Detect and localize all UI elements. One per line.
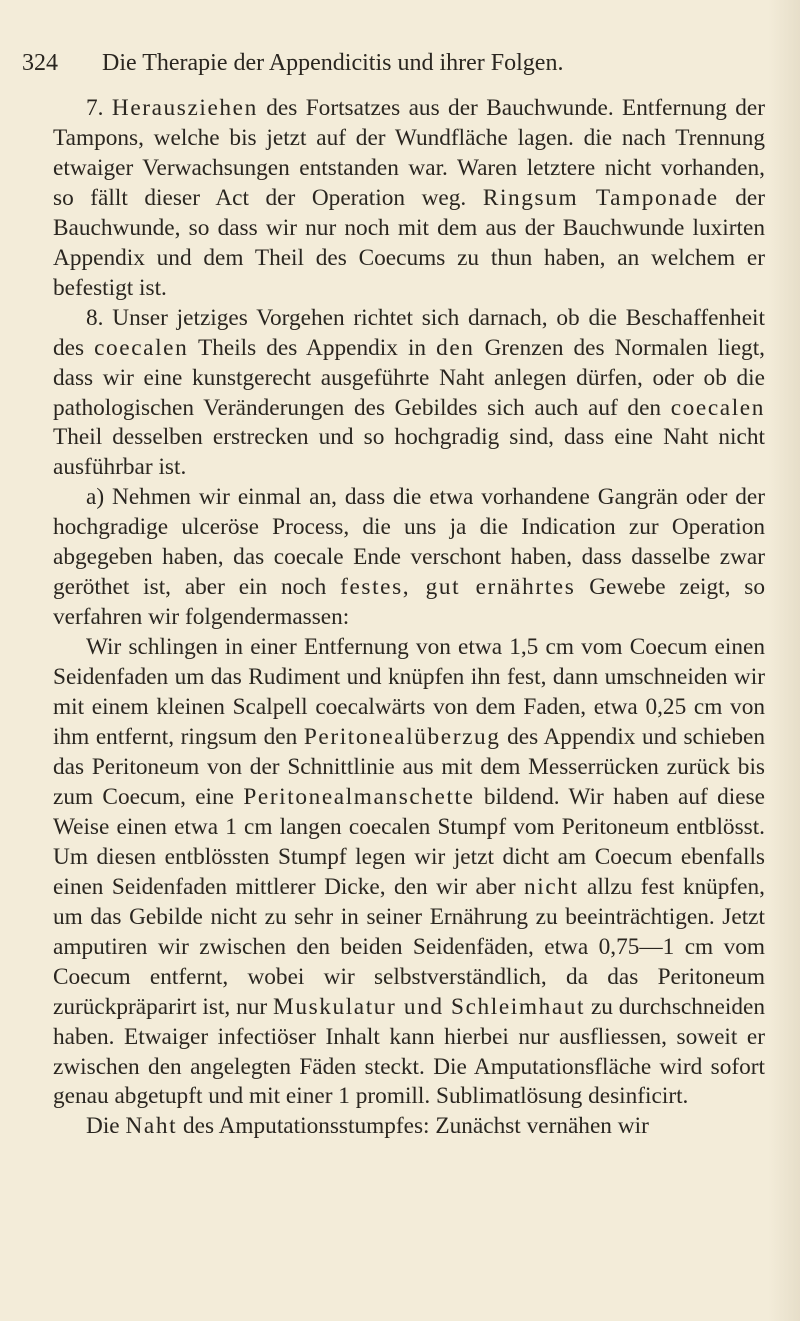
text-run: a) Nehmen wir einmal an, dass die etwa vorhandene Gangrän oder der hochgradige ulceröse Process, die uns ja die Indication zur Operation abgegeben haben, das coecale Ende verschont haben, dass dasselbe zwar geröthet ist, aber ein noch xyxy=(53,484,765,601)
text-run: 7. xyxy=(86,95,112,121)
paragraph-step-7 xyxy=(53,94,765,304)
paragraph-step-8 xyxy=(53,304,765,484)
text-run: 8. Unser jetziges Vorgehen richtet sich darnach, ob die Beschaffenheit des xyxy=(53,304,765,361)
spaced-emphasis: coecalen xyxy=(94,334,189,361)
paragraph-suture xyxy=(53,1112,765,1142)
text-run: Gewebe zeigt, so verfahren wir folgendermassen: xyxy=(53,574,765,631)
text-run: allzu fest knüpfen, um das Gebilde nicht zu sehr in seiner Ernährung zu beeinträchtigen. Jetzt amputiren wir zwischen den beiden Seidenfäden, etwa 0,75—1 cm vom Coecum entfernt, wobei wir selbstverständlich, da das Peritoneum zurückpräparirt ist, nur xyxy=(53,873,765,1020)
spaced-emphasis: Peritonealüberzug xyxy=(303,724,501,751)
text-run: Theils des Appendix in xyxy=(188,334,437,361)
spaced-emphasis: coecalen xyxy=(670,394,765,421)
text-run: zu durchschneiden haben. Etwaiger infectiöser Inhalt kann hierbei nur ausfliessen, soweit er zwischen den angelegten Fäden steckt. Die Amputationsfläche wird sofort genau abgetupft und mit einer 1 promill. Sublimatlösung desinficirt. xyxy=(53,993,765,1110)
text-run: der Bauchwunde, so dass wir nur noch mit dem aus der Bauchwunde luxirten Appendix und dem Theil des Coecums zu thun haben, an welchem er befestigt ist. xyxy=(53,184,765,301)
text-run: des Appendix und schieben das Peritoneum von der Schnittlinie aus mit dem Messerrücken zurück bis zum Coecum, eine xyxy=(53,724,765,810)
spaced-emphasis: nicht xyxy=(524,873,579,900)
text-run: des Amputationsstumpfes: Zunächst vernähen wir xyxy=(177,1113,649,1140)
spaced-emphasis: Peritonealmanschette xyxy=(243,783,475,810)
running-title: Die Therapie der Appendicitis und ihrer Folgen. xyxy=(102,50,564,76)
spaced-emphasis: den xyxy=(436,334,475,361)
text-run: Wir schlingen in einer Entfernung von etwa 1,5 cm vom Coecum einen Seidenfaden um das Rudiment und knüpfen ihn fest, dann umschneiden wir mit einem kleinen Scalpell coecalwärts von dem Faden, etwa 0,25 cm von ihm entfernt, ringsum den xyxy=(53,634,765,751)
page-number: 324 xyxy=(22,50,58,76)
text-run: Grenzen des Normalen liegt, dass wir eine kunstgerecht ausgeführte Naht anlegen dürfen, oder ob die pathologischen Veränderungen des Gebildes sich auch auf den xyxy=(53,334,766,421)
text-run: bildend. Wir haben auf diese Weise einen etwa 1 cm langen coecalen Stumpf vom Peritoneum entblösst. Um diesen entblössten Stumpf legen wir jetzt dicht am Coecum ebenfalls einen Seidenfaden mittlerer Dicke, den wir aber xyxy=(53,783,765,900)
spaced-emphasis: Herausziehen xyxy=(111,95,258,121)
spaced-emphasis: Ringsum Tamponade xyxy=(482,184,719,211)
paragraph-case-a xyxy=(53,483,765,633)
spaced-emphasis: Naht xyxy=(125,1113,178,1140)
page-header xyxy=(22,48,772,78)
paragraph-procedure xyxy=(53,633,765,1112)
text-run: Die xyxy=(86,1113,126,1140)
spaced-emphasis: festes, gut ernährtes xyxy=(340,574,576,601)
body-text xyxy=(53,94,765,1142)
text-run: des Fortsatzes aus der Bauchwunde. Entfernung der Tampons, welche bis jetzt auf der Wundfläche lagen. die nach Trennung etwaiger Verwachsungen entstanden war. Waren letztere nicht vorhanden, so fällt dieser Act der Operation weg. xyxy=(53,95,766,211)
spaced-emphasis: Muskulatur und Schleimhaut xyxy=(273,993,586,1020)
text-run: Theil desselben erstrecken und so hochgradig sind, dass eine Naht nicht ausführbar ist. xyxy=(53,424,765,481)
